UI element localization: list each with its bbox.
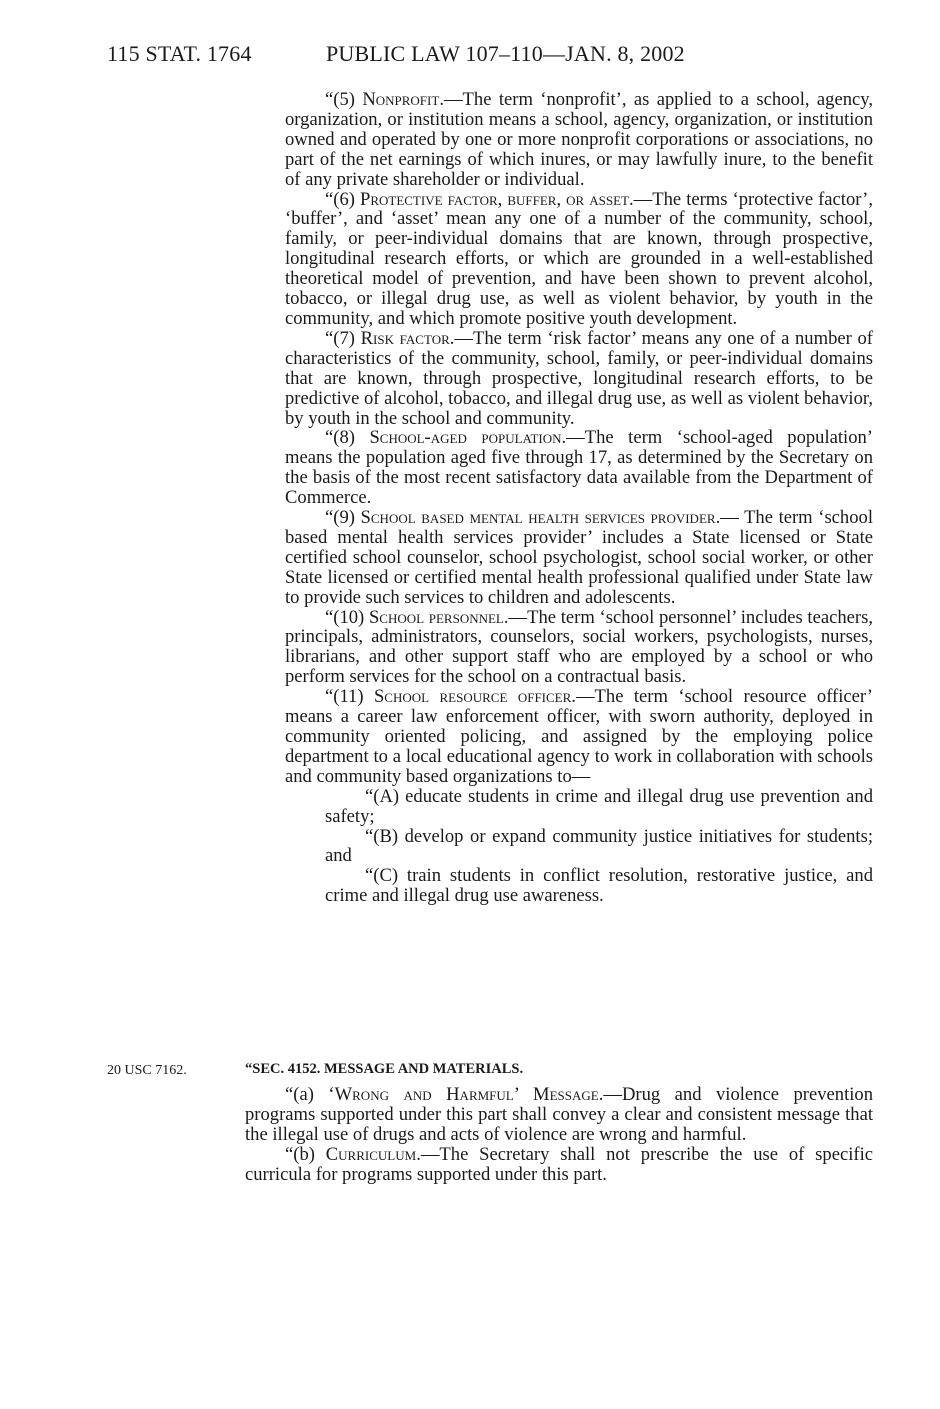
subitem-paragraph: “(C) train students in conflict resolution, restorative justice, and crime and illegal drug use awareness. — [325, 865, 873, 907]
section-paragraph: “(a) ‘Wrong and Harmful’ Message.—Drug and violence prevention programs supported under this part shall convey a clear and consistent message that the illegal use of drugs and acts of violence are wrong and harmful. — [245, 1084, 873, 1145]
section-paragraph: “(b) Curriculum.—The Secretary shall not prescribe the use of specific curricula for programs supported under this part. — [245, 1143, 873, 1185]
definition-paragraph: “(7) Risk factor.—The term ‘risk factor’ means any one of a number of characteristics of the community, school, family, or peer-individual domains that are known, through prospective, longitudinal research efforts, to be predictive of alcohol, tobacco, and illegal drug use, as well as violent behavior, by youth in the school and community. — [285, 327, 873, 429]
section-heading: “SEC. 4152. MESSAGE AND MATERIALS. — [245, 1061, 524, 1077]
margin-citation: 20 USC 7162. — [107, 1063, 187, 1078]
subitem-paragraph: “(A) educate students in crime and illegal drug use prevention and safety; — [325, 785, 873, 827]
definition-paragraph: “(11) School resource officer.—The term ‘school resource officer’ means a career law enforcement officer, with sworn authority, deployed in community oriented policing, and assigned by the employing police department to a local educational agency to work in collaboration with schools and community based organizations to— — [285, 686, 873, 787]
section-body — [245, 1085, 873, 1185]
definition-paragraph: “(8) School-aged population.—The term ‘school-aged population’ means the population aged five through 17, as determined by the Secretary on the basis of the most recent satisfactory data available from the Department of Commerce. — [285, 427, 874, 509]
subitem-paragraph: “(B) develop or expand community justice initiatives for students; and — [325, 825, 873, 867]
definition-paragraph: “(6) Protective factor, buffer, or asset.—The terms ‘protective factor’, ‘buffer’, and ‘asset’ mean any one of a number of the community, school, family, or peer-individual domains that are known, through prospective, longitudinal research efforts, or which are grounded in a well-established theoretical model of prevention, and have been shown to prevent alcohol, tobacco, or illegal drug use, as well as violent behavior, by youth in the community, and which promote positive youth development. — [285, 188, 873, 329]
page-header-stat: 115 STAT. 1764 — [107, 41, 252, 66]
definition-paragraph: “(5) Nonprofit.—The term ‘nonprofit’, as applied to a school, agency, organization, or institution means a school, agency, organization, or institution owned and operated by one or more nonprofit corporations or associations, no part of the net earnings of which inures, or may lawfully inure, to the benefit of any private shareholder or individual. — [285, 89, 873, 190]
definitions-block — [285, 90, 873, 906]
definition-paragraph: “(10) School personnel.—The term ‘school personnel’ includes teachers, principals, administrators, counselors, social workers, psychologists, nurses, librarians, and other support staff who are employed by a school or who perform services for the school on a contractual basis. — [285, 606, 873, 688]
definition-paragraph: “(9) School based mental health services provider.— The term ‘school based mental health services provider’ includes a State licensed or State certified school counselor, school psychologist, school social worker, or other State licensed or certified mental health professional qualified under State law to provide such services to children and adolescents. — [285, 507, 873, 608]
page-header-law: PUBLIC LAW 107–110—JAN. 8, 2002 — [326, 41, 685, 66]
